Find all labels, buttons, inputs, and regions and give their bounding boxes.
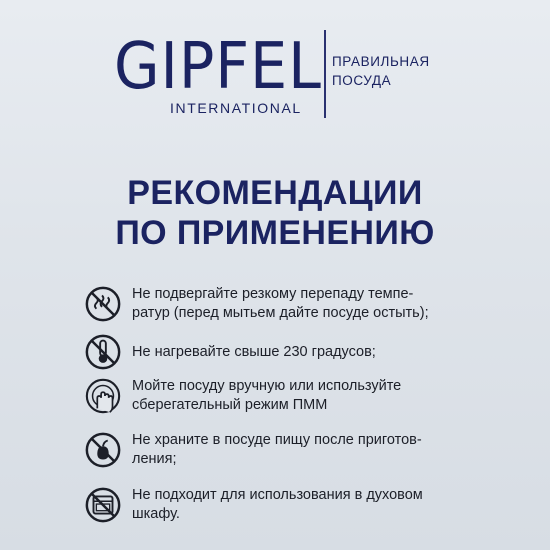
no-temperature-change-icon [84, 285, 122, 323]
tagline-line2: ПОСУДА [332, 73, 392, 88]
item-line1: Не нагревайте свыше 230 градусов; [132, 344, 376, 360]
item-line2: шкафу. [132, 506, 180, 522]
item-line2: сберегательный режим ПММ [132, 397, 328, 413]
item-line2: ления; [132, 451, 177, 467]
item-line1: Не храните в посуде пищу после приготов- [132, 432, 422, 448]
heading-line1: РЕКОМЕНДАЦИИ [127, 174, 423, 212]
heading-line2: ПО ПРИМЕНЕНИЮ [115, 214, 435, 252]
hand-wash-icon [84, 377, 122, 415]
logo [114, 22, 444, 122]
logo-divider [324, 30, 326, 118]
tagline [332, 52, 430, 90]
item-line1: Не подвергайте резкому перепаду темпе- [132, 286, 414, 302]
no-oven-icon [84, 486, 122, 524]
item-line1: Мойте посуду вручную или используйте [132, 378, 402, 394]
brand-name: GIPFEL [114, 30, 322, 104]
item-line2: ратур (перед мытьем дайте посуде остыть); [132, 305, 429, 321]
tagline-line1: ПРАВИЛЬНАЯ [332, 54, 430, 69]
no-thermometer-icon [84, 333, 122, 371]
item-line1: Не подходит для использования в духовом [132, 487, 423, 503]
brand-subtitle: INTERNATIONAL [170, 100, 302, 116]
no-food-storage-icon [84, 431, 122, 469]
